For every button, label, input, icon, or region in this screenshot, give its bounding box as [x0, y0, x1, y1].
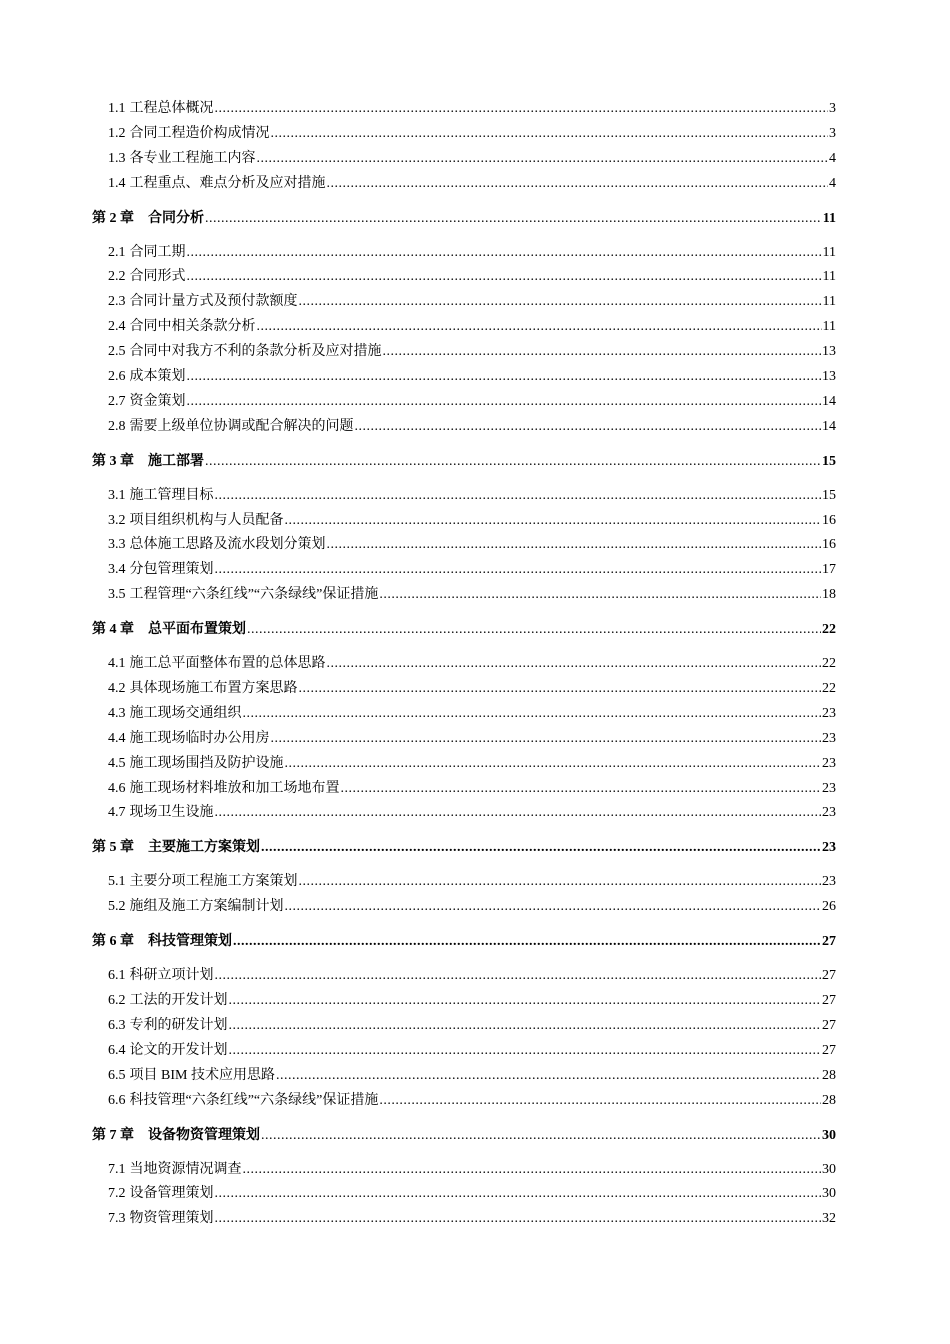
toc-entry-page: 28 — [822, 1092, 836, 1108]
toc-section-entry[interactable] — [92, 1091, 836, 1116]
toc-entry-number: 第 7 章 — [92, 1127, 134, 1143]
toc-leader-dots — [271, 729, 822, 749]
toc-entry-number: 3.3 — [108, 537, 126, 553]
toc-leader-dots — [327, 535, 822, 555]
toc-entry-label: 合同分析 — [148, 210, 204, 226]
toc-entry-title — [108, 704, 242, 724]
toc-leader-dots — [187, 267, 822, 287]
toc-entry-page: 11 — [822, 244, 836, 260]
toc-entry-number: 4.7 — [108, 805, 126, 821]
toc-entry-number: 3.1 — [108, 487, 126, 503]
toc-entry-number: 6.3 — [108, 1017, 126, 1033]
toc-entry-title — [108, 317, 256, 337]
toc-entry-page: 27 — [822, 1042, 836, 1058]
toc-entry-page: 23 — [822, 705, 836, 721]
toc-entry-number: 第 6 章 — [92, 934, 134, 950]
toc-entry-label: 施工现场临时办公用房 — [129, 730, 270, 746]
toc-entry-label: 论文的开发计划 — [129, 1042, 228, 1058]
toc-entry-page: 16 — [822, 512, 836, 528]
toc-section-entry[interactable] — [92, 417, 836, 442]
toc-section-entry[interactable] — [92, 1209, 836, 1234]
toc-leader-dots — [215, 803, 822, 823]
toc-entry-number: 3.4 — [108, 562, 126, 578]
toc-entry-label: 施组及施工方案编制计划 — [129, 899, 284, 915]
toc-entry-title — [108, 367, 186, 387]
toc-section-entry[interactable] — [92, 243, 836, 268]
toc-section-entry[interactable] — [92, 991, 836, 1016]
toc-section-entry[interactable] — [92, 679, 836, 704]
toc-entry-title — [108, 511, 284, 531]
toc-section-entry[interactable] — [92, 1066, 836, 1091]
toc-leader-dots — [215, 486, 822, 506]
toc-entry-label: 设备物资管理策划 — [148, 1127, 260, 1143]
toc-entry-label: 资金策划 — [129, 393, 186, 409]
toc-entry-label: 合同工期 — [129, 244, 186, 260]
toc-entry-number: 第 4 章 — [92, 622, 134, 638]
toc-entry-label: 分包管理策划 — [129, 562, 214, 578]
toc-entry-number: 4.1 — [108, 656, 126, 672]
toc-leader-dots — [215, 560, 822, 580]
toc-entry-number: 3.5 — [108, 587, 126, 603]
toc-entry-label: 科技管理“六条红线”“六条绿线”保证措施 — [129, 1092, 379, 1108]
toc-leader-dots — [327, 654, 822, 674]
toc-entry-title — [108, 1041, 228, 1061]
toc-entry-number: 7.3 — [108, 1211, 126, 1227]
toc-leader-dots — [257, 317, 822, 337]
toc-entry-title — [92, 209, 204, 229]
toc-entry-page: 30 — [822, 1127, 836, 1143]
toc-leader-dots — [327, 174, 829, 194]
toc-section-entry[interactable] — [92, 966, 836, 991]
toc-entry-label: 合同中对我方不利的条款分析及应对措施 — [129, 344, 382, 360]
toc-entry-number: 7.1 — [108, 1161, 126, 1177]
toc-entry-number: 6.2 — [108, 993, 126, 1009]
toc-leader-dots — [205, 452, 821, 472]
toc-entry-number: 2.3 — [108, 294, 126, 310]
toc-leader-dots — [205, 209, 822, 229]
toc-entry-page: 27 — [822, 934, 836, 950]
toc-entry-number: 6.5 — [108, 1067, 126, 1083]
toc-chapter-entry[interactable] — [92, 932, 836, 952]
toc-section-entry[interactable] — [92, 342, 836, 367]
toc-entry-number: 5.1 — [108, 874, 126, 890]
toc-entry-page: 22 — [822, 622, 836, 638]
toc-entry-label: 各专业工程施工内容 — [129, 150, 256, 166]
toc-entry-label: 工程管理“六条红线”“六条绿线”保证措施 — [129, 587, 379, 603]
toc-leader-dots — [261, 838, 821, 858]
toc-entry-title — [92, 838, 260, 858]
toc-leader-dots — [383, 342, 822, 362]
toc-entry-title — [108, 174, 326, 194]
toc-leader-dots — [229, 1016, 822, 1036]
toc-entry-label: 合同中相关条款分析 — [129, 319, 256, 335]
toc-entry-label: 成本策划 — [129, 369, 186, 385]
toc-entry-number: 2.2 — [108, 269, 126, 285]
toc-entry-label: 施工现场交通组织 — [129, 705, 242, 721]
toc-entry-number: 2.8 — [108, 418, 126, 434]
toc-entry-label: 科研立项计划 — [129, 968, 214, 984]
toc-entry-label: 工法的开发计划 — [129, 993, 228, 1009]
toc-entry-label: 合同工程造价构成情况 — [129, 125, 270, 141]
toc-entry-number: 7.2 — [108, 1186, 126, 1202]
toc-entry-title — [92, 620, 246, 640]
toc-leader-dots — [379, 585, 821, 605]
toc-entry-label: 项目 BIM 技术应用思路 — [129, 1067, 275, 1083]
toc-entry-number: 4.6 — [108, 780, 126, 796]
toc-entry-label: 科技管理策划 — [148, 934, 232, 950]
toc-entry-page: 11 — [822, 294, 836, 310]
toc-leader-dots — [229, 991, 822, 1011]
toc-entry-label: 需要上级单位协调或配合解决的问题 — [129, 418, 354, 434]
toc-entry-title — [108, 486, 214, 506]
toc-entry-number: 2.4 — [108, 319, 126, 335]
toc-entry-number: 6.4 — [108, 1042, 126, 1058]
toc-entry-title — [108, 535, 326, 555]
toc-entry-number: 1.1 — [108, 101, 126, 116]
toc-entry-page: 17 — [822, 562, 836, 578]
toc-chapter-entry[interactable] — [92, 209, 836, 229]
toc-entry-title — [108, 679, 298, 699]
toc-entry-page: 11 — [822, 269, 836, 285]
toc-entry-number: 第 2 章 — [92, 210, 134, 226]
toc-entry-title — [108, 1209, 214, 1229]
toc-entry-label: 项目组织机构与人员配备 — [129, 512, 284, 528]
toc-entry-title — [108, 729, 270, 749]
toc-entry-page: 23 — [822, 755, 836, 771]
toc-leader-dots — [229, 1041, 822, 1061]
toc-leader-dots — [247, 620, 821, 640]
toc-entry-page: 26 — [822, 899, 836, 915]
toc-entry-page: 28 — [822, 1067, 836, 1083]
toc-section-entry[interactable] — [92, 174, 836, 199]
toc-entry-title — [108, 754, 284, 774]
toc-entry-number: 第 3 章 — [92, 453, 134, 469]
toc-entry-label: 专利的研发计划 — [129, 1017, 228, 1033]
toc-chapter-entry[interactable] — [92, 1126, 836, 1146]
toc-entry-page: 23 — [822, 780, 836, 796]
toc-leader-dots — [215, 99, 829, 119]
toc-entry-page: 4 — [829, 150, 836, 166]
toc-leader-dots — [299, 679, 822, 699]
toc-chapter-entry[interactable] — [92, 838, 836, 858]
toc-leader-dots — [285, 897, 822, 917]
toc-entry-title — [108, 1184, 214, 1204]
toc-entry-number: 6.6 — [108, 1092, 126, 1108]
toc-entry-title — [108, 872, 298, 892]
toc-entry-title — [108, 417, 354, 437]
toc-section-entry[interactable] — [92, 317, 836, 342]
toc-entry-title — [92, 1126, 260, 1146]
toc-entry-title — [92, 932, 232, 952]
toc-entry-page: 23 — [822, 874, 836, 890]
toc-entry-number: 1.2 — [108, 125, 126, 141]
toc-entry-page: 3 — [829, 125, 836, 141]
toc-entry-page: 14 — [822, 393, 836, 409]
toc-section-entry[interactable] — [92, 149, 836, 174]
toc-leader-dots — [271, 124, 829, 144]
toc-entry-label: 具体现场施工布置方案思路 — [129, 681, 298, 697]
toc-entry-label: 现场卫生设施 — [129, 805, 214, 821]
toc-section-entry[interactable] — [92, 535, 836, 560]
toc-entry-page: 27 — [822, 968, 836, 984]
toc-leader-dots — [257, 149, 829, 169]
toc-entry-title — [108, 342, 382, 362]
toc-entry-page: 30 — [822, 1186, 836, 1202]
toc-section-entry[interactable] — [92, 292, 836, 317]
toc-leader-dots — [355, 417, 822, 437]
toc-leader-dots — [215, 966, 822, 986]
toc-entry-title — [108, 392, 186, 412]
toc-section-entry[interactable] — [92, 367, 836, 392]
toc-section-entry[interactable] — [92, 779, 836, 804]
toc-entry-number: 2.1 — [108, 244, 126, 260]
toc-leader-dots — [276, 1066, 821, 1086]
toc-entry-label: 施工总平面整体布置的总体思路 — [129, 656, 326, 672]
toc-entry-title — [108, 1160, 242, 1180]
toc-chapter-entry[interactable] — [92, 620, 836, 640]
toc-section-entry[interactable] — [92, 1160, 836, 1185]
toc-entry-page: 11 — [822, 210, 836, 226]
toc-entry-title — [108, 99, 214, 119]
toc-leader-dots — [341, 779, 822, 799]
toc-section-entry[interactable] — [92, 267, 836, 292]
toc-entry-page: 23 — [822, 805, 836, 821]
toc-entry-page: 15 — [822, 487, 836, 503]
toc-entry-label: 工程总体概况 — [129, 101, 214, 116]
toc-entry-label: 总体施工思路及流水段划分策划 — [129, 537, 326, 553]
toc-entry-page: 22 — [822, 681, 836, 697]
toc-entry-title — [108, 560, 214, 580]
toc-entry-title — [108, 292, 298, 312]
toc-leader-dots — [187, 392, 822, 412]
toc-section-entry[interactable] — [92, 803, 836, 828]
toc-entry-title — [108, 267, 186, 287]
toc-entry-number: 2.5 — [108, 344, 126, 360]
toc-section-entry[interactable] — [92, 511, 836, 536]
toc-entry-label: 合同形式 — [129, 269, 186, 285]
toc-entry-title — [108, 779, 340, 799]
toc-leader-dots — [243, 1160, 822, 1180]
toc-leader-dots — [285, 754, 822, 774]
toc-entry-page: 23 — [822, 730, 836, 746]
toc-entry-title — [108, 654, 326, 674]
toc-section-entry[interactable] — [92, 872, 836, 897]
toc-section-entry[interactable] — [92, 654, 836, 679]
toc-leader-dots — [299, 292, 822, 312]
toc-entry-page: 27 — [822, 993, 836, 1009]
toc-entry-page: 16 — [822, 537, 836, 553]
toc-entry-number: 6.1 — [108, 968, 126, 984]
toc-entry-page: 14 — [822, 418, 836, 434]
toc-entry-number: 3.2 — [108, 512, 126, 528]
toc-chapter-entry[interactable] — [92, 452, 836, 472]
toc-entry-page: 23 — [822, 840, 836, 856]
toc-section-entry[interactable] — [92, 729, 836, 754]
toc-entry-label: 施工部署 — [148, 453, 204, 469]
toc-entry-title — [108, 124, 270, 144]
table-of-contents — [92, 99, 836, 1234]
toc-entry-number: 1.3 — [108, 150, 126, 166]
toc-entry-title — [108, 149, 256, 169]
toc-entry-title — [108, 897, 284, 917]
toc-section-entry[interactable] — [92, 1041, 836, 1066]
toc-entry-number: 5.2 — [108, 899, 126, 915]
toc-entry-page: 3 — [829, 101, 836, 116]
toc-entry-title — [108, 243, 186, 263]
toc-entry-page: 18 — [822, 587, 836, 603]
toc-entry-page: 11 — [822, 319, 836, 335]
toc-entry-number: 4.4 — [108, 730, 126, 746]
toc-entry-number: 2.7 — [108, 393, 126, 409]
toc-entry-label: 施工现场围挡及防护设施 — [129, 755, 284, 771]
toc-entry-title — [108, 1091, 378, 1111]
toc-entry-label: 主要分项工程施工方案策划 — [129, 874, 298, 890]
toc-entry-label: 工程重点、难点分析及应对措施 — [129, 175, 326, 191]
toc-entry-page: 13 — [822, 344, 836, 360]
toc-leader-dots — [187, 367, 822, 387]
toc-entry-title — [108, 585, 378, 605]
toc-leader-dots — [379, 1091, 821, 1111]
toc-entry-title — [92, 452, 204, 472]
toc-section-entry[interactable] — [92, 1184, 836, 1209]
toc-section-entry[interactable] — [92, 124, 836, 149]
toc-entry-number: 1.4 — [108, 175, 126, 191]
toc-section-entry[interactable] — [92, 392, 836, 417]
toc-entry-page: 22 — [822, 656, 836, 672]
toc-leader-dots — [233, 932, 821, 952]
toc-entry-title — [108, 803, 214, 823]
toc-leader-dots — [215, 1184, 822, 1204]
toc-entry-page: 30 — [822, 1161, 836, 1177]
toc-entry-label: 设备管理策划 — [129, 1186, 214, 1202]
toc-leader-dots — [215, 1209, 822, 1229]
toc-entry-page: 32 — [822, 1211, 836, 1227]
toc-entry-number: 4.3 — [108, 705, 126, 721]
toc-entry-title — [108, 966, 214, 986]
toc-section-entry[interactable] — [92, 560, 836, 585]
toc-entry-label: 施工现场材料堆放和加工场地布置 — [129, 780, 340, 796]
toc-leader-dots — [299, 872, 822, 892]
toc-entry-title — [108, 1016, 228, 1036]
toc-section-entry[interactable] — [92, 99, 836, 124]
toc-section-entry[interactable] — [92, 585, 836, 610]
toc-entry-number: 2.6 — [108, 369, 126, 385]
toc-entry-label: 施工管理目标 — [129, 487, 214, 503]
toc-leader-dots — [261, 1126, 821, 1146]
toc-entry-page: 27 — [822, 1017, 836, 1033]
toc-leader-dots — [285, 511, 822, 531]
toc-entry-label: 当地资源情况调查 — [129, 1161, 242, 1177]
toc-section-entry[interactable] — [92, 1016, 836, 1041]
toc-entry-label: 物资管理策划 — [129, 1211, 214, 1227]
toc-entry-number: 4.2 — [108, 681, 126, 697]
toc-entry-label: 主要施工方案策划 — [148, 840, 260, 856]
toc-entry-number: 4.5 — [108, 755, 126, 771]
toc-section-entry[interactable] — [92, 897, 836, 922]
toc-section-entry[interactable] — [92, 754, 836, 779]
toc-entry-title — [108, 991, 228, 1011]
toc-section-entry[interactable] — [92, 704, 836, 729]
toc-entry-label: 合同计量方式及预付款额度 — [129, 294, 298, 310]
toc-entry-label: 总平面布置策划 — [148, 622, 246, 638]
toc-section-entry[interactable] — [92, 486, 836, 511]
toc-entry-title — [108, 1066, 275, 1086]
toc-entry-page: 15 — [822, 453, 836, 469]
toc-entry-page: 4 — [829, 175, 836, 191]
toc-entry-number: 第 5 章 — [92, 840, 134, 856]
toc-entry-page: 13 — [822, 369, 836, 385]
toc-leader-dots — [187, 243, 822, 263]
toc-leader-dots — [243, 704, 822, 724]
